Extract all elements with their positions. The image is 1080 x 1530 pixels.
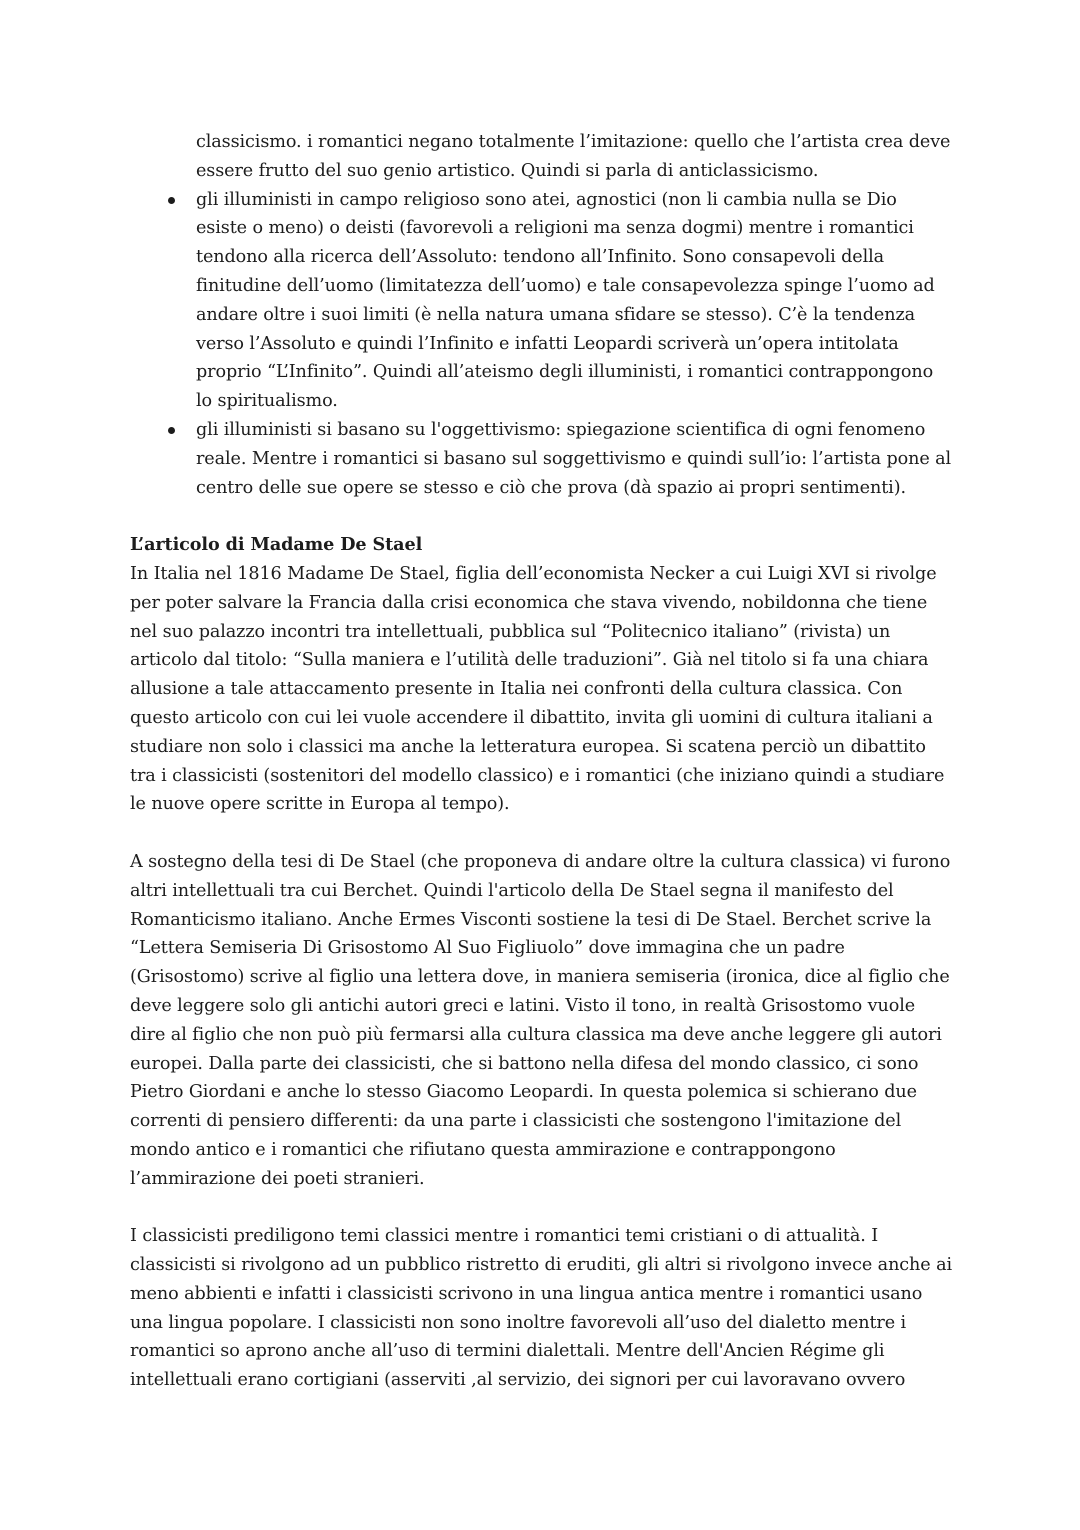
body-paragraph: In Italia nel 1816 Madame De Stael, figlia dell’economista Necker a cui Luigi XVI si rivolge per poter salvare la Francia dalla crisi economica che stava vivendo, nobildonna che tiene nel suo palazzo incontri tra intellettuali, pubblica sul “Politecnico italiano” (rivista) un articolo dal titolo: “Sulla maniera e l’utilità delle traduzioni”. Già nel titolo si fa una chiara allusione a tale attaccamento presente in Italia nei confronti della cultura classica. Con questo articolo con cui lei vuole accendere il dibattito, invita gli uomini di cultura italiani a studiare non solo i classici ma anche la letteratura europea. Si scatena perciò un dibattito tra i classicisti (sostenitori del modello classico) e i romantici (che iniziano quindi a studiare le nuove opere scritte in Europa al tempo). <box>130 563 945 815</box>
bullet-item <box>130 186 952 416</box>
document-page <box>130 128 952 1395</box>
section-heading: L’articolo di Madame De Stael <box>130 534 423 556</box>
spacer <box>130 502 952 531</box>
spacer <box>130 1193 952 1222</box>
body-paragraph: A sostegno della tesi di De Stael (che proponeva di andare oltre la cultura classica) vi furono altri intellettuali tra cui Berchet. Quindi l'articolo della De Stael segna il manifesto del Romanticismo italiano. Anche Ermes Visconti sostiene la tesi di De Stael. Berchet scrive la “Lettera Semiseria Di Grisostomo Al Suo Figliuolo” dove immagina che un padre (Grisostomo) scrive al figlio una lettera dove, in maniera semiseria (ironica, dice al figlio che deve leggere solo gli antichi autori greci e latini. Visto il tono, in realtà Grisostomo vuole dire al figlio che non può più fermarsi alla cultura classica ma deve anche leggere gli autori europei. Dalla parte dei classicisti, che si battono nella difesa del mondo classico, ci sono Pietro Giordani e anche lo stesso Giacomo Leopardi. In questa polemica si schierano due correnti di pensiero differenti: da una parte i classicisti che sostengono l'imitazione del mondo antico e i romantici che rifiutano questa ammirazione e contrappongono l’ammirazione dei poeti stranieri. <box>130 851 951 1189</box>
spacer <box>130 819 952 848</box>
bullet-text: gli illuministi si basano su l'oggettivismo: spiegazione scientifica di ogni fenomeno reale. Mentre i romantici si basano sul soggettivismo e quindi sull’io: l’artista pone al centro delle sue opere se stesso e ciò che prova (dà spazio ai propri sentimenti). <box>196 419 952 498</box>
body-paragraph: I classicisti prediligono temi classici mentre i romantici temi cristiani o di attualità. I classicisti si rivolgono ad un pubblico ristretto di eruditi, gli altri si rivolgono invece anche ai meno abbienti e infatti i classicisti scrivono in una lingua antica mentre i romantici usano una lingua popolare. I classicisti non sono inoltre favorevoli all’uso del dialetto mentre i romantici so aprono anche all’uso di termini dialettali. Mentre dell'Ancien Régime gli intellettuali erano cortigiani (asserviti ,al servizio, dei signori per cui lavoravano ovvero <box>130 1226 953 1391</box>
bullet-item <box>130 416 952 502</box>
continuation-paragraph: classicismo. i romantici negano totalmente l’imitazione: quello che l’artista crea deve essere frutto del suo genio artistico. Quindi si parla di anticlassicismo. <box>196 132 951 181</box>
bullet-dot-icon <box>168 197 175 204</box>
bullet-dot-icon <box>168 427 175 434</box>
bullet-list <box>130 186 952 503</box>
bullet-text: gli illuministi in campo religioso sono atei, agnostici (non li cambia nulla se Dio esiste o meno) o deisti (favorevoli a religioni ma senza dogmi) mentre i romantici tendono alla ricerca dell’Assoluto: tendono all’Infinito. Sono consapevoli della finitudine dell’uomo (limitatezza dell’uomo) e tale consapevolezza spinge l’uomo ad andare oltre i suoi limiti (è nella natura umana sfidare se stesso). C’è la tendenza verso l’Assoluto e quindi l’Infinito e infatti Leopardi scriverà un’opera intitolata proprio “L’Infinito”. Quindi all’ateismo degli illuministi, i romantici contrappongono lo spiritualismo. <box>196 189 935 412</box>
